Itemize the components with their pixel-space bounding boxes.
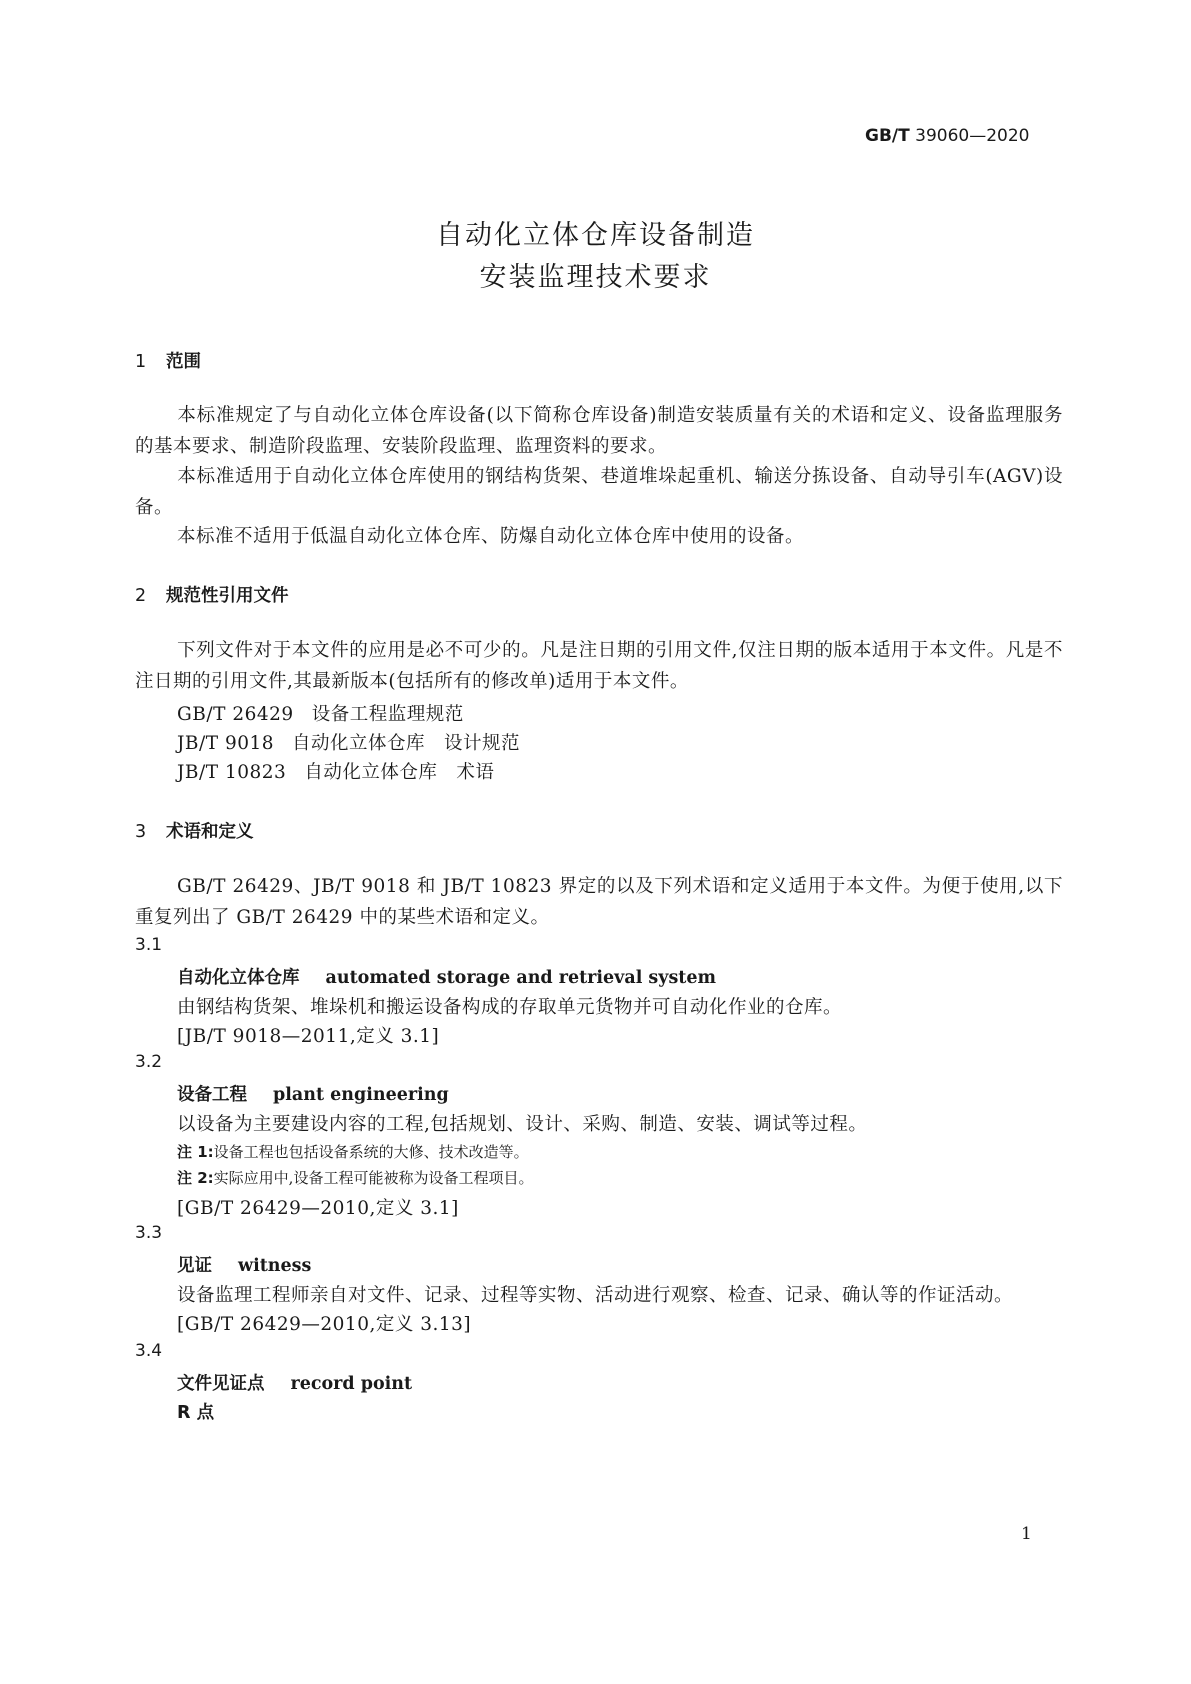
reference-item: GB/T 26429 设备工程监理规范 — [177, 704, 464, 725]
clause-number: 3.1 — [135, 935, 163, 955]
term-note: 注 2:实际应用中,设备工程可能被称为设备工程项目。 — [177, 1169, 534, 1187]
section-heading: 1 范围 — [135, 352, 201, 372]
document-title-line1: 自动化立体仓库设备制造 — [436, 220, 755, 251]
section-heading: 3 术语和定义 — [135, 822, 254, 842]
term-alternative: R 点 — [177, 1403, 215, 1423]
clause-number: 3.4 — [135, 1341, 163, 1361]
paragraph: 下列文件对于本文件的应用是必不可少的。凡是注日期的引用文件,仅注日期的版本适用于本文件。凡是不注日期的引用文件,其最新版本(包括所有的修改单)适用于本文件。 — [135, 640, 1063, 692]
term-definition: 设备监理工程师亲自对文件、记录、过程等实物、活动进行观察、检查、记录、确认等的作证活动。 — [177, 1285, 1014, 1306]
reference-item: JB/T 10823 自动化立体仓库 术语 — [177, 762, 495, 783]
clause-number: 3.2 — [135, 1052, 163, 1072]
term-definition: 以设备为主要建设内容的工程,包括规划、设计、采购、制造、安装、调试等过程。 — [177, 1114, 868, 1135]
standard-number: GB/T 39060—2020 — [865, 126, 1030, 146]
term-source: [JB/T 9018—2011,定义 3.1] — [177, 1026, 440, 1047]
paragraph: GB/T 26429、JB/T 9018 和 JB/T 10823 界定的以及下列术语和定义适用于本文件。为便于使用,以下重复列出了 GB/T 26429 中的某些术语和定义。 — [135, 876, 1063, 928]
term-entry: 见证 witness — [177, 1256, 312, 1276]
term-definition: 由钢结构货架、堆垛机和搬运设备构成的存取单元货物并可自动化作业的仓库。 — [177, 997, 843, 1018]
paragraph: 本标准不适用于低温自动化立体仓库、防爆自动化立体仓库中使用的设备。 — [177, 526, 805, 547]
term-source: [GB/T 26429—2010,定义 3.13] — [177, 1314, 472, 1335]
term-entry: 文件见证点 record point — [177, 1374, 413, 1394]
reference-item: JB/T 9018 自动化立体仓库 设计规范 — [177, 733, 521, 754]
page-number: 1 — [1021, 1524, 1032, 1544]
paragraph: 本标准规定了与自动化立体仓库设备(以下简称仓库设备)制造安装质量有关的术语和定义、设备监理服务的基本要求、制造阶段监理、安装阶段监理、监理资料的要求。 — [135, 405, 1063, 457]
term-note: 注 1:设备工程也包括设备系统的大修、技术改造等。 — [177, 1143, 529, 1161]
term-entry: 自动化立体仓库 automated storage and retrieval system — [177, 968, 717, 988]
document-title-line2: 安装监理技术要求 — [479, 262, 712, 293]
paragraph: 本标准适用于自动化立体仓库使用的钢结构货架、巷道堆垛起重机、输送分拣设备、自动导引车(AGV)设备。 — [135, 466, 1063, 518]
clause-number: 3.3 — [135, 1223, 163, 1243]
term-entry: 设备工程 plant engineering — [177, 1085, 449, 1105]
section-heading: 2 规范性引用文件 — [135, 586, 289, 606]
term-source: [GB/T 26429—2010,定义 3.1] — [177, 1198, 459, 1219]
